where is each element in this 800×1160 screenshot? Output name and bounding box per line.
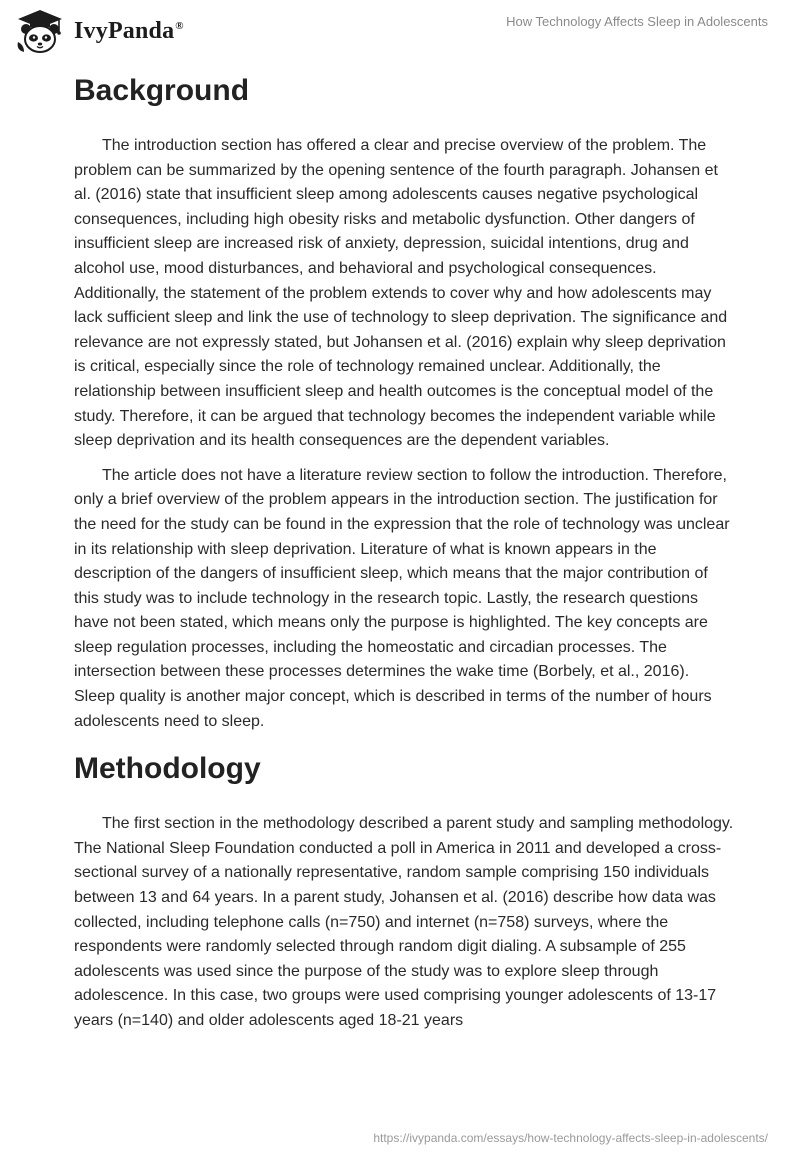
paragraph: The first section in the methodology described a parent study and sampling methodology. The National Sleep Foundation conducted a poll in America in 2011 and developed a cross-sectional survey of a nationally representative, random sample comprising 150 individuals between 13 and 64 years. In a parent study, Johansen et al. (2016) describe how data was collected, including telephone calls (n=750) and internet (n=758) surveys, where the respondents were randomly selected through random digit dialing. A subsample of 255 adolescents was used since the purpose of the study was to explore sleep through adolescence. In this case, two groups were used comprising younger adolescents of 13-17 years (n=140) and older adolescents aged 18-21 years xyxy=(74,815,734,1029)
ivypanda-logo[interactable] xyxy=(14,8,184,54)
section-heading-background: Background xyxy=(74,74,250,107)
panda-graduate-icon xyxy=(14,8,66,54)
paragraph: The introduction section has offered a clear and precise overview of the problem. The problem can be summarized by the opening sentence of the fourth paragraph. Johansen et al. (2016) state that insufficient sleep among adolescents causes negative psychological consequences, including high obesity risks and metabolic dysfunction. Other dangers of insufficient sleep are increased risk of anxiety, depression, suicidal intentions, drug and alcohol use, mood disturbances, and behavioral and psychological consequences. Additionally, the statement of the problem extends to cover why and how adolescents may lack sufficient sleep and link the use of technology to sleep deprivation. The significance and relevance are not expressly stated, but Johansen et al. (2016) explain why sleep deprivation is critical, especially since the role of technology remained unclear. Additionally, the relationship between insufficient sleep and health outcomes is the conceptual model of the study. Therefore, it can be argued that technology becomes the independent variable while sleep deprivation and its health consequences are the dependent variables. xyxy=(74,137,728,450)
paragraph: The article does not have a literature review section to follow the introduction. Therefore, only a brief overview of the problem appears in the introduction section. The justification for the need for the study can be found in the expression that the role of technology was unclear in its relationship with sleep deprivation. Literature of what is known appears in the description of the dangers of insufficient sleep, which means that the major contribution of this study was to include technology in the research topic. Lastly, the research questions have not been stated, which means only the purpose is highlighted. The key concepts are sleep regulation processes, including the homeostatic and circadian processes. The intersection between these processes determines the wake time (Borbely, et al., 2016). Sleep quality is another major concept, which is described in terms of the number of hours adolescents need to sleep. xyxy=(74,466,730,730)
document-title: How Technology Affects Sleep in Adolescents xyxy=(506,14,768,29)
section-heading-methodology: Methodology xyxy=(74,752,261,786)
brand-name: IvyPanda® xyxy=(74,17,184,44)
source-url-link[interactable]: https://ivypanda.com/essays/how-technology-affects-sleep-in-adolescents/ xyxy=(373,1131,768,1145)
registered-mark: ® xyxy=(175,19,184,32)
page-header xyxy=(0,0,800,60)
essay-body xyxy=(74,64,734,1034)
